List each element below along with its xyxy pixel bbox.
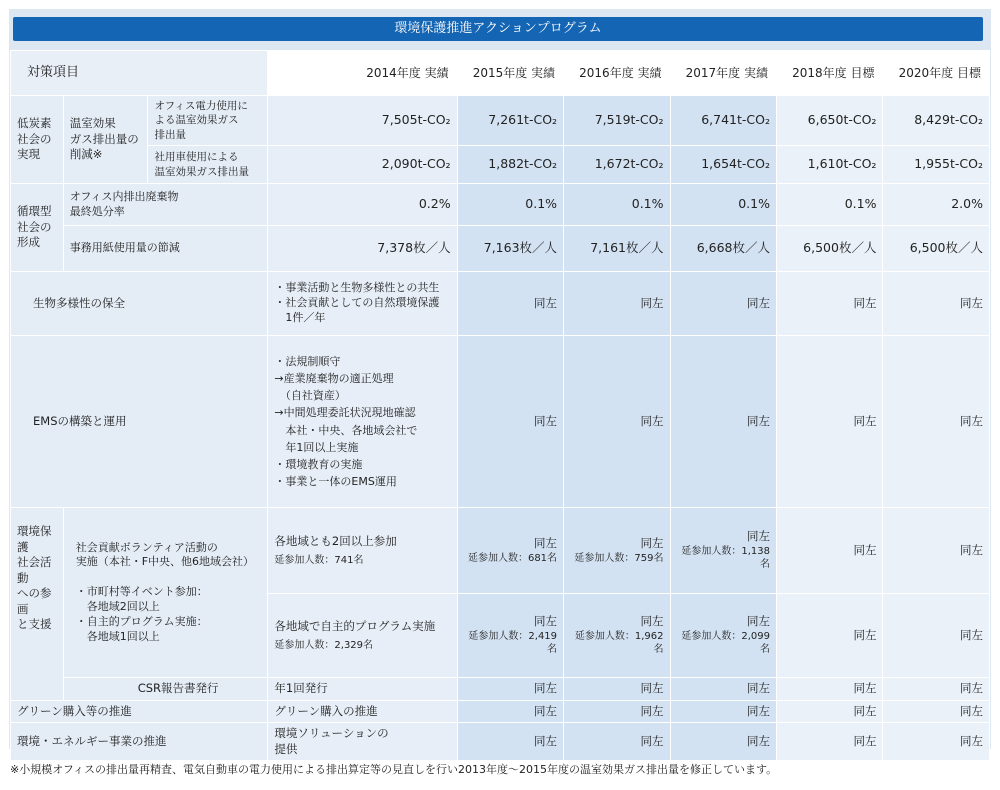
cell-value: 0.2%	[268, 184, 457, 226]
header-row	[11, 51, 990, 96]
table-row	[11, 272, 990, 336]
item-office-power: オフィス電力使用に よる温室効果ガス 排出量	[148, 96, 268, 146]
cell-value: 同左	[883, 678, 990, 701]
volunteer-desc-1	[268, 508, 457, 594]
cell-value	[457, 508, 563, 594]
cell-value: 同左	[564, 723, 670, 761]
cell-value: 6,500枚／人	[883, 226, 990, 272]
cell-value: 同左	[670, 336, 776, 508]
cell-text: 同左	[640, 614, 664, 629]
cell-value: 同左	[883, 508, 990, 594]
cell-value: 同左	[776, 336, 882, 508]
header-year-2018: 2018年度 目標	[776, 51, 882, 96]
participants-2016: 延参加人数：759名	[574, 552, 664, 564]
cell-value: 1,955t-CO₂	[883, 146, 990, 184]
cell-value: 6,741t-CO₂	[670, 96, 776, 146]
table-row	[11, 184, 990, 226]
item-paper-use: 事務用紙使用量の節減	[63, 226, 268, 272]
group-social-activities: 環境保護 社会活動 への参画 と支援	[11, 508, 64, 701]
cell-value: 同左	[776, 723, 882, 761]
volunteer-desc-text: 各地域とも2回以上参加	[274, 533, 397, 548]
cell-value: 1,672t-CO₂	[564, 146, 670, 184]
participants-2016: 延参加人数：1,962名	[574, 630, 664, 656]
cell-value: 同左	[564, 272, 670, 336]
cell-value: 同左	[670, 700, 776, 723]
participants-2015: 延参加人数：681名	[467, 552, 558, 564]
cell-value: 0.1%	[564, 184, 670, 226]
table-row	[11, 700, 990, 723]
green-description: グリーン購入の推進	[268, 700, 457, 723]
cell-value: 同左	[883, 594, 990, 678]
participants-2017: 延参加人数：2,099名	[681, 630, 770, 656]
sub-ghg-reduction: 温室効果 ガス排出量の 削減※	[63, 96, 148, 184]
cell-text: 同左	[534, 614, 558, 629]
cell-value	[564, 594, 670, 678]
cell-value: 2.0%	[883, 184, 990, 226]
cell-value: 同左	[457, 336, 563, 508]
cell-value: 1,610t-CO₂	[776, 146, 882, 184]
cell-value: 同左	[457, 723, 563, 761]
cell-value: 同左	[457, 678, 563, 701]
volunteer-desc-text: 各地域で自主的プログラム実施	[274, 618, 436, 633]
table-row	[11, 678, 990, 701]
cell-value: 0.1%	[670, 184, 776, 226]
bio-description: ・事業活動と生物多様性との共生 ・社会貢献としての自然環境保護 1件／年	[268, 272, 457, 336]
cell-value: 同左	[457, 700, 563, 723]
cell-value	[670, 594, 776, 678]
cell-value: 同左	[883, 336, 990, 508]
action-program-table	[10, 50, 990, 761]
cell-value: 6,500枚／人	[776, 226, 882, 272]
participants-2017: 延参加人数：1,138名	[681, 545, 770, 571]
cell-value: 7,163枚／人	[457, 226, 563, 272]
cell-value: 2,090t-CO₂	[268, 146, 457, 184]
cell-value: 同左	[564, 336, 670, 508]
cell-value	[670, 508, 776, 594]
cell-value: 同左	[457, 272, 563, 336]
cell-value	[457, 594, 563, 678]
energy-description: 環境ソリューションの 提供	[268, 723, 457, 761]
cell-value	[564, 508, 670, 594]
cell-value: 6,650t-CO₂	[776, 96, 882, 146]
cell-value: 同左	[776, 678, 882, 701]
cell-text: 同左	[746, 529, 770, 544]
cell-value: 同左	[883, 700, 990, 723]
footnote: ※小規模オフィスの排出量再精査、電気自動車の電力使用による排出算定等の見直しを行い2013年度～2015年度の温室効果ガス排出量を修正しています。	[10, 763, 778, 776]
table-row	[11, 226, 990, 272]
cell-value: 同左	[883, 723, 990, 761]
item-biodiversity: 生物多様性の保全	[11, 272, 268, 336]
item-ems: EMSの構築と運用	[11, 336, 268, 508]
table-row	[11, 146, 990, 184]
cell-value: 同左	[776, 508, 882, 594]
cell-value: 1,654t-CO₂	[670, 146, 776, 184]
header-year-2017: 2017年度 実績	[670, 51, 776, 96]
header-year-2015: 2015年度 実績	[457, 51, 563, 96]
page-title: 環境保護推進アクションプログラム	[13, 17, 983, 41]
cell-value: 同左	[670, 723, 776, 761]
cell-value: 同左	[776, 700, 882, 723]
header-year-2016: 2016年度 実績	[564, 51, 670, 96]
participants-2014: 延参加人数：2,329名	[274, 639, 374, 651]
cell-text: 同左	[640, 535, 664, 550]
item-company-car: 社用車使用による 温室効果ガス排出量	[148, 146, 268, 184]
group-recycling: 循環型 社会の 形成	[11, 184, 64, 272]
item-waste-disposal: オフィス内排出廃棄物 最終処分率	[63, 184, 268, 226]
participants-2014: 延参加人数：741名	[274, 554, 364, 566]
table-row	[11, 336, 990, 508]
cell-value: 0.1%	[457, 184, 563, 226]
cell-value: 同左	[564, 678, 670, 701]
cell-value: 同左	[670, 678, 776, 701]
cell-value: 同左	[883, 272, 990, 336]
cell-value: 7,505t-CO₂	[268, 96, 457, 146]
item-energy-business: 環境・エネルギー事業の推進	[11, 723, 268, 761]
cell-value: 同左	[670, 272, 776, 336]
cell-value: 同左	[776, 272, 882, 336]
ems-description: ・法規制順守 →産業廃棄物の適正処理 （自社資産） →中間処理委託状況現地確認 本社・中央、各地域会社で 年1回以上実施 ・環境教育の実施 ・事業と一体のEMS運用	[268, 336, 457, 508]
header-year-2014: 2014年度 実績	[268, 51, 457, 96]
cell-text: 同左	[534, 535, 558, 550]
item-green-purchasing: グリーン購入等の推進	[11, 700, 268, 723]
cell-value: 同左	[564, 700, 670, 723]
sub-volunteer: 社会貢献ボランティア活動の 実施（本社・F中央、他6地域会社） ・市町村等イベント参加： 各地域2回以上 ・自主的プログラム実施： 各地域1回以上	[63, 508, 268, 678]
cell-text: 同左	[746, 614, 770, 629]
table-row	[11, 508, 990, 594]
table-row	[11, 723, 990, 761]
volunteer-desc-2	[268, 594, 457, 678]
cell-value: 7,161枚／人	[564, 226, 670, 272]
item-csr-report: CSR報告書発行	[63, 678, 268, 701]
cell-value: 7,519t-CO₂	[564, 96, 670, 146]
group-low-carbon: 低炭素 社会の 実現	[11, 96, 64, 184]
cell-value: 7,261t-CO₂	[457, 96, 563, 146]
cell-value: 同左	[776, 594, 882, 678]
csr-description: 年1回発行	[268, 678, 457, 701]
table-row	[11, 96, 990, 146]
header-year-2020: 2020年度 目標	[883, 51, 990, 96]
cell-value: 6,668枚／人	[670, 226, 776, 272]
header-item: 対策項目	[11, 51, 268, 96]
cell-value: 8,429t-CO₂	[883, 96, 990, 146]
cell-value: 0.1%	[776, 184, 882, 226]
participants-2015: 延参加人数：2,419名	[468, 630, 558, 656]
cell-value: 7,378枚／人	[268, 226, 457, 272]
cell-value: 1,882t-CO₂	[457, 146, 563, 184]
